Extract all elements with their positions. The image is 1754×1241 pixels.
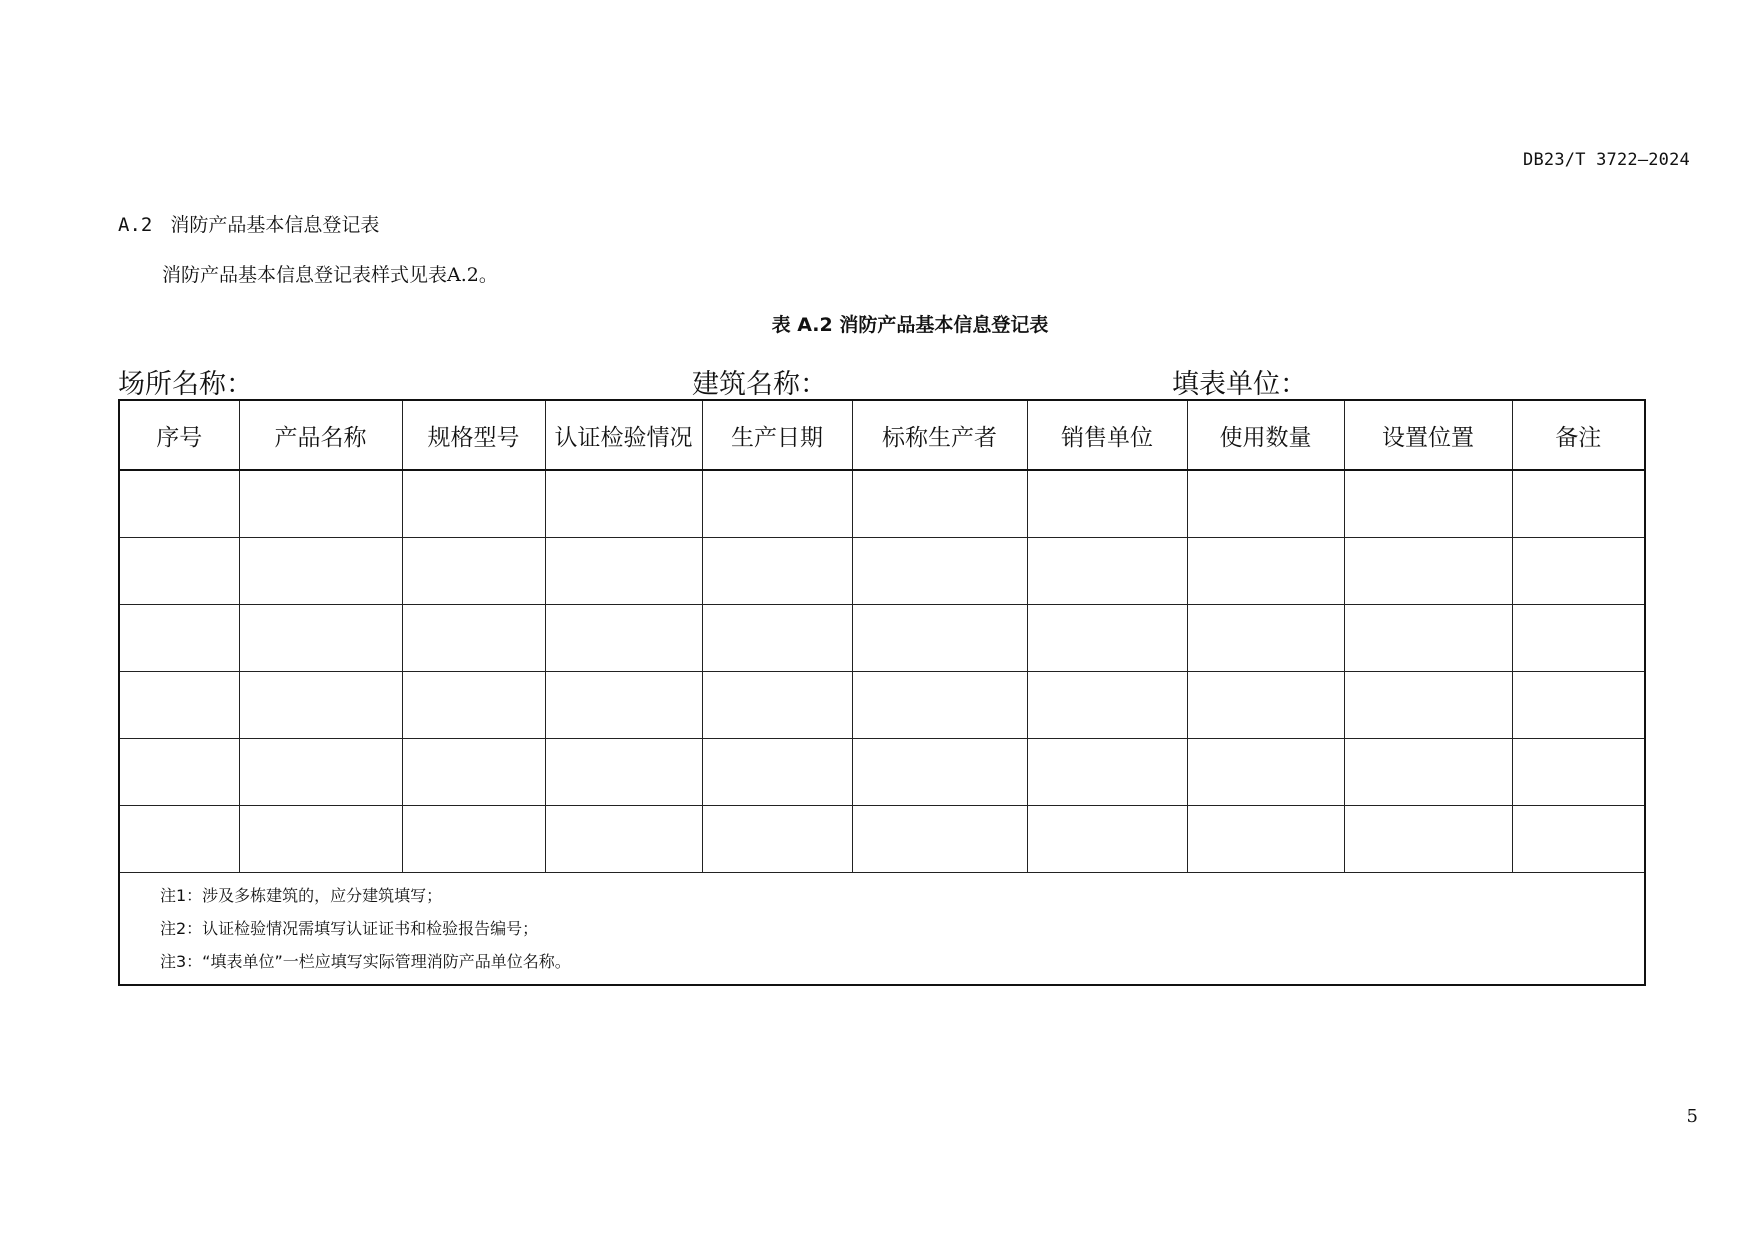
table-cell [1027, 806, 1187, 873]
table-cell [1027, 470, 1187, 538]
table-cell [1027, 538, 1187, 605]
page-number: 5 [1686, 1106, 1698, 1127]
table-cell [702, 672, 852, 739]
table-cell [402, 739, 545, 806]
table-notes [119, 873, 1645, 986]
table-cell [239, 605, 402, 672]
table-cell [402, 605, 545, 672]
table-cell [1187, 538, 1344, 605]
table-cell [1512, 672, 1645, 739]
table-cell [1344, 538, 1512, 605]
column-header-quantity: 使用数量 [1187, 400, 1344, 470]
table-cell [239, 672, 402, 739]
table-cell [119, 538, 239, 605]
building-name-label: 建筑名称： [692, 369, 827, 400]
table-cell [702, 470, 852, 538]
table-cell [402, 806, 545, 873]
column-header-serial: 序号 [119, 400, 239, 470]
table-cell [852, 672, 1027, 739]
table-cell [1027, 605, 1187, 672]
table-cell [545, 470, 702, 538]
table-cell [119, 672, 239, 739]
column-header-product-name: 产品名称 [239, 400, 402, 470]
table-cell [545, 605, 702, 672]
table-note-2: 注2：认证检验情况需填写认证证书和检验报告编号； [160, 919, 539, 938]
table-cell [1512, 538, 1645, 605]
table-cell [702, 806, 852, 873]
standard-code: DB23/T 3722—2024 [1523, 150, 1690, 170]
table-cell [1512, 605, 1645, 672]
column-header-seller: 销售单位 [1027, 400, 1187, 470]
table-cell [1512, 806, 1645, 873]
column-header-manufacturer: 标称生产者 [852, 400, 1027, 470]
table-cell [1344, 605, 1512, 672]
column-header-location: 设置位置 [1344, 400, 1512, 470]
table-cell [852, 806, 1027, 873]
table-row [119, 538, 1645, 605]
table-cell [1027, 672, 1187, 739]
table-cell [119, 470, 239, 538]
table-cell [1344, 470, 1512, 538]
table-note-1: 注1：涉及多栋建筑的，应分建筑填写； [160, 886, 443, 905]
table-cell [1512, 739, 1645, 806]
table-cell [239, 806, 402, 873]
table-cell [239, 739, 402, 806]
table-row [119, 739, 1645, 806]
table-cell [702, 605, 852, 672]
table-cell [1187, 739, 1344, 806]
table-cell [545, 739, 702, 806]
section-title: 消防产品基本信息登记表 [170, 214, 380, 236]
column-header-model: 规格型号 [402, 400, 545, 470]
table-cell [1187, 672, 1344, 739]
register-table [118, 399, 1646, 986]
table-header-row [119, 400, 1645, 470]
table-cell [402, 470, 545, 538]
table-cell [545, 806, 702, 873]
table-cell [852, 605, 1027, 672]
table-cell [852, 538, 1027, 605]
site-name-label: 场所名称： [118, 369, 253, 400]
table-cell [1187, 806, 1344, 873]
table-cell [702, 739, 852, 806]
section-intro: 消防产品基本信息登记表样式见表A.2。 [162, 264, 498, 286]
column-header-production-date: 生产日期 [702, 400, 852, 470]
table-cell [402, 538, 545, 605]
table-cell [119, 739, 239, 806]
table-cell [1344, 672, 1512, 739]
table-cell [402, 672, 545, 739]
table-title: 表 A.2 消防产品基本信息登记表 [771, 314, 1049, 336]
table-cell [239, 538, 402, 605]
table-cell [119, 806, 239, 873]
table-cell [852, 470, 1027, 538]
table-cell [119, 605, 239, 672]
table-cell [1344, 739, 1512, 806]
section-number: A.2 [118, 214, 153, 236]
column-header-remarks: 备注 [1512, 400, 1645, 470]
table-cell [239, 470, 402, 538]
table-row [119, 672, 1645, 739]
table-cell [1512, 470, 1645, 538]
table-cell [852, 739, 1027, 806]
filling-unit-label: 填表单位： [1172, 369, 1307, 400]
table-note-3: 注3：“填表单位”一栏应填写实际管理消防产品单位名称。 [160, 952, 571, 971]
table-row [119, 470, 1645, 538]
table-cell [545, 538, 702, 605]
table-row [119, 806, 1645, 873]
table-cell [1187, 605, 1344, 672]
table-notes-row [119, 873, 1645, 986]
table-cell [1027, 739, 1187, 806]
table-cell [702, 538, 852, 605]
table-cell [1344, 806, 1512, 873]
table-cell [1187, 470, 1344, 538]
column-header-certification: 认证检验情况 [545, 400, 702, 470]
table-cell [545, 672, 702, 739]
table-row [119, 605, 1645, 672]
section-heading [118, 210, 379, 237]
